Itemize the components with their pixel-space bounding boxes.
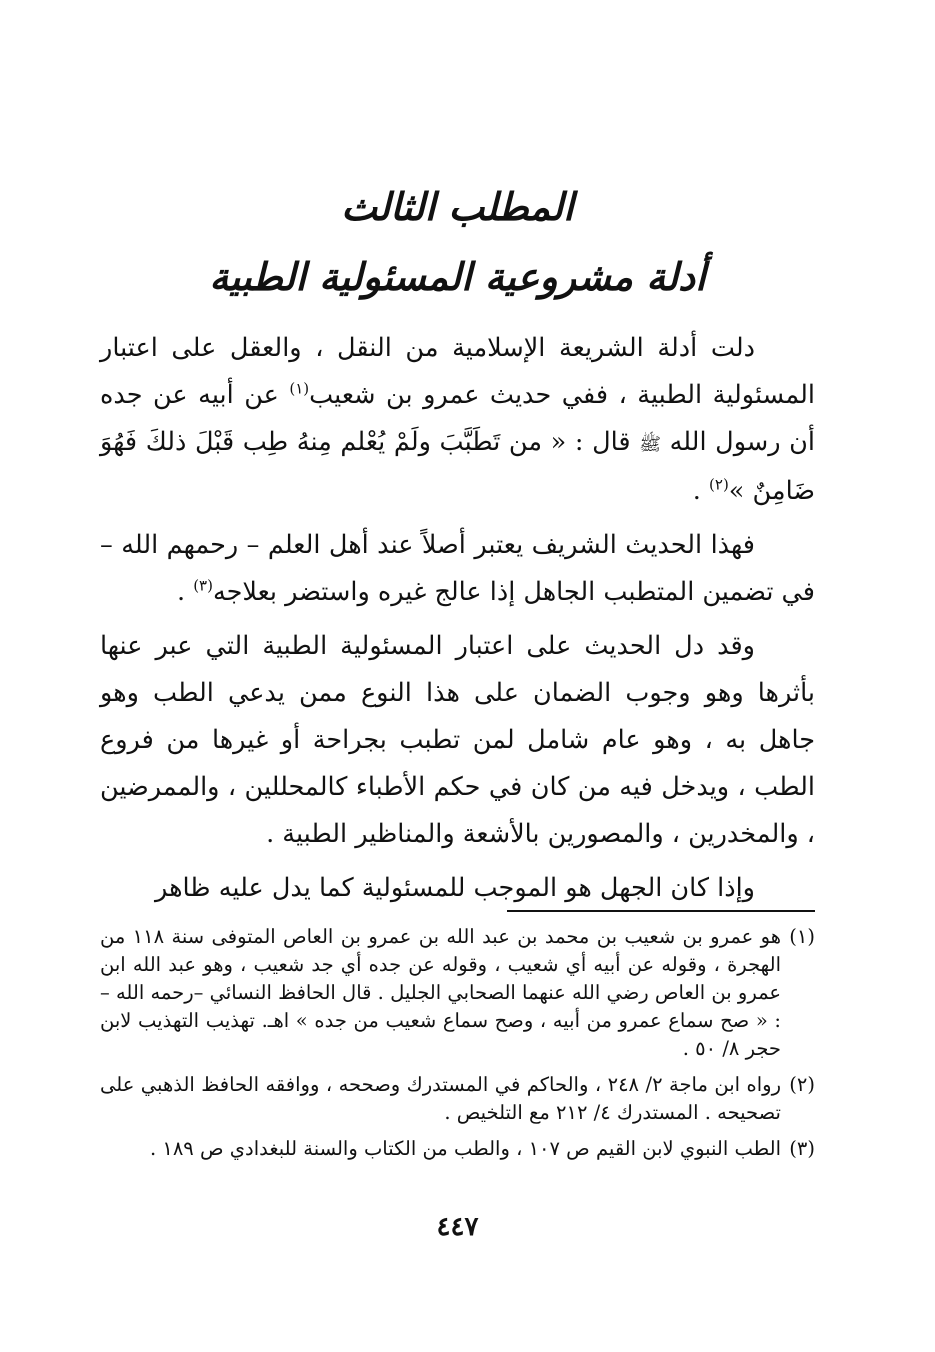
- paragraph-1-part1: دلت أدلة الشريعة الإسلامية من النقل ، والعقل على اعتبار المسئولية الطبية ، ففي حديث عمرو بن شعيب: [100, 333, 815, 410]
- paragraph-3: وقد دل الحديث على اعتبار المسئولية الطبية التي عبر عنها بأثرها وهو وجوب الضمان على هذا النوع ممن يدعي الطب وهو جاهل به ، وهو عام شامل لمن تطبب بجراحة أو غيرها من فروع الطب ، ويدخل فيه من كان في حكم الأطباء كالمحللين ، والممرضين ، والمخدرين ، والمصورين بالأشعة والمناظير الطبية .: [100, 631, 815, 849]
- footnote-ref-1: (١): [289, 379, 310, 398]
- main-text: [100, 325, 815, 919]
- paragraph-1-part4: .: [692, 476, 710, 506]
- paragraph-2-part1: فهذا الحديث الشريف يعتبر أصلاً عند أهل العلم – رحمهم الله – في تضمين المتطبب الجاهل إذا عالج غيره واستضر بعلاجه: [100, 530, 815, 607]
- paragraph-1: [100, 325, 815, 515]
- footnote-number: (١): [789, 925, 815, 948]
- book-page: [100, 0, 815, 1352]
- footnote-number: (٢): [789, 1073, 815, 1096]
- footnote-text: هو عمرو بن شعيب بن محمد بن عبد الله بن عمرو بن العاص المتوفى سنة ١١٨ من الهجرة ، وقوله عن أبيه أي شعيب ، وقوله عن جده أي جد شعيب ، وهو عبد الله ابن عمرو بن العاص رضي الله عنهما الصحابي الجليل . قال الحافظ النسائي –رحمه الله – : « صح سماع عمرو من أبيه ، وصح سماع شعيب من جده » اهـ. تهذيب التهذيب لابن حجر ٨/ ٥٠ .: [100, 925, 781, 1060]
- page-number: ٤٤٧: [436, 1212, 479, 1242]
- paragraph-2-part2: .: [176, 577, 194, 607]
- paragraph-4: وإذا كان الجهل هو الموجب للمسئولية كما يدل عليه ظاهر: [155, 873, 755, 903]
- footnote-1: [100, 923, 815, 1063]
- footnote-ref-2: (٢): [709, 475, 729, 494]
- footnote-text: رواه ابن ماجة ٢/ ٢٤٨ ، والحاكم في المستدرك وصححه ، ووافقه الحافظ الذهبي على تصحيحه . المستدرك ٤/ ٢١٢ مع التلخيص .: [100, 1073, 781, 1124]
- footnote-2: [100, 1071, 815, 1127]
- section-heading: المطلب الثالث: [341, 184, 574, 229]
- topic-heading: أدلة مشروعية المسئولية الطبية: [209, 254, 706, 299]
- footnote-ref-3: (٣): [193, 576, 213, 595]
- footnotes: [100, 923, 815, 1171]
- footnote-separator: [507, 910, 815, 912]
- footnote-number: (٣): [789, 1137, 815, 1160]
- footnote-text: الطب النبوي لابن القيم ص ١٠٧ ، والطب من الكتاب والسنة للبغدادي ص ١٨٩ .: [149, 1137, 781, 1160]
- footnote-3: [100, 1135, 815, 1163]
- paragraph-2: [100, 522, 815, 616]
- paragraph-1-part2: عن أبيه عن جده أن رسول الله: [100, 380, 815, 457]
- pbuh-symbol: ﷺ: [639, 434, 661, 455]
- paragraph-1-part3: قال : « من تَطَبَّبَ ولَمْ يُعْلم مِنهُ طِب قَبْلَ ذلكَ فَهُوَ ضَامِنٌ »: [100, 427, 815, 506]
